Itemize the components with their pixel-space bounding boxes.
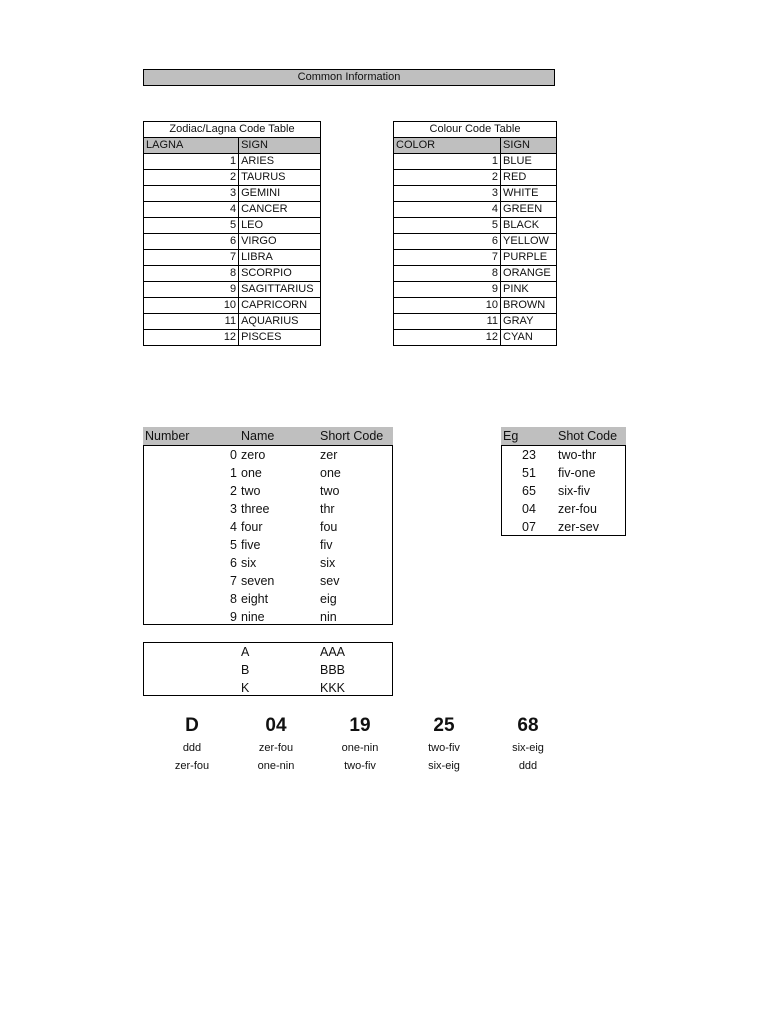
number-digit: 3 <box>230 502 237 516</box>
number-header-number: Number <box>143 427 239 445</box>
number-short-code: eig <box>320 592 337 606</box>
example-header-eg: Eg <box>501 427 556 445</box>
example-number: 65 <box>522 484 536 498</box>
code-sign: RED <box>501 170 557 186</box>
encoded-item <box>150 713 234 775</box>
encoded-value: D <box>185 715 199 736</box>
table-row <box>144 464 392 482</box>
table-row <box>394 170 557 186</box>
table-row <box>144 154 321 170</box>
code-sign: ARIES <box>239 154 321 170</box>
code-number: 11 <box>144 314 239 330</box>
encoded-line-1: six-eig <box>512 742 544 754</box>
code-number: 6 <box>394 234 501 250</box>
example-short-code: two-thr <box>558 448 597 462</box>
letter-name: A <box>241 645 250 659</box>
code-number: 6 <box>144 234 239 250</box>
table-row <box>502 446 625 464</box>
code-number: 4 <box>394 202 501 218</box>
example-header-shot-code: Shot Code <box>556 427 626 445</box>
table-row <box>144 500 392 518</box>
table-row <box>394 314 557 330</box>
example-table-header <box>501 427 626 445</box>
number-short-code: two <box>320 484 340 498</box>
encoded-item <box>486 713 570 775</box>
encoded-line-1: zer-fou <box>258 742 294 754</box>
table-row <box>144 330 321 346</box>
example-number: 23 <box>522 448 536 462</box>
number-name: three <box>241 502 270 516</box>
number-name: seven <box>241 574 275 588</box>
encoded-item <box>402 713 486 775</box>
number-name: one <box>241 466 262 480</box>
number-name: five <box>241 538 261 552</box>
table-row <box>502 518 625 536</box>
letter-short-code: BBB <box>320 663 346 677</box>
code-sign: GEMINI <box>239 186 321 202</box>
number-header-short-code: Short Code <box>318 427 393 445</box>
number-name: zero <box>241 448 266 462</box>
code-sign: AQUARIUS <box>239 314 321 330</box>
encoded-line-1: one-nin <box>341 742 379 754</box>
encoded-item <box>318 713 402 775</box>
table-row <box>394 186 557 202</box>
code-sign: PURPLE <box>501 250 557 266</box>
code-sign: TAURUS <box>239 170 321 186</box>
number-short-code: fou <box>320 520 338 534</box>
table-row <box>144 170 321 186</box>
code-number: 4 <box>144 202 239 218</box>
number-name: nine <box>241 610 265 624</box>
encoded-value: 04 <box>265 715 287 736</box>
example-number: 04 <box>522 502 536 516</box>
number-short-code: sev <box>320 574 340 588</box>
encoded-item <box>234 713 318 775</box>
table-row <box>144 572 392 590</box>
table-row <box>144 234 321 250</box>
number-name: six <box>241 556 257 570</box>
number-digit: 0 <box>230 448 237 462</box>
number-digit: 1 <box>230 466 237 480</box>
table-row <box>144 679 392 697</box>
encoded-value: 19 <box>349 715 371 736</box>
empty-cell <box>144 661 239 679</box>
encoded-line-2: one-nin <box>257 760 295 772</box>
code-sign: PISCES <box>239 330 321 346</box>
zodiac-header-sign: SIGN <box>239 138 321 154</box>
table-row <box>394 218 557 234</box>
encoded-line-1: two-fiv <box>428 742 460 754</box>
number-digit: 5 <box>230 538 237 552</box>
example-short-code: six-fiv <box>558 484 590 498</box>
empty-cell <box>144 643 239 661</box>
table-row <box>502 500 625 518</box>
code-number: 1 <box>144 154 239 170</box>
code-sign: BLUE <box>501 154 557 170</box>
number-header-name: Name <box>239 427 318 445</box>
code-number: 11 <box>394 314 501 330</box>
code-sign: WHITE <box>501 186 557 202</box>
number-digit: 7 <box>230 574 237 588</box>
number-short-code: zer <box>320 448 338 462</box>
code-number: 9 <box>144 282 239 298</box>
table-row <box>394 282 557 298</box>
letter-short-code: AAA <box>320 645 346 659</box>
letter-short-code: KKK <box>320 681 346 695</box>
number-name: eight <box>241 592 269 606</box>
code-number: 3 <box>394 186 501 202</box>
code-number: 8 <box>394 266 501 282</box>
table-row <box>144 186 321 202</box>
table-row <box>144 536 392 554</box>
table-row <box>502 464 625 482</box>
code-number: 9 <box>394 282 501 298</box>
code-number: 1 <box>394 154 501 170</box>
example-number: 51 <box>522 466 536 480</box>
example-short-code: zer-fou <box>558 502 597 516</box>
zodiac-code-table <box>143 121 321 346</box>
code-sign: ORANGE <box>501 266 557 282</box>
code-sign: CAPRICORN <box>239 298 321 314</box>
table-row <box>394 330 557 346</box>
code-sign: LEO <box>239 218 321 234</box>
example-short-code: fiv-one <box>558 466 596 480</box>
number-name: two <box>241 484 261 498</box>
code-sign: BLACK <box>501 218 557 234</box>
code-sign: SCORPIO <box>239 266 321 282</box>
colour-header-color: COLOR <box>394 138 501 154</box>
table-row <box>144 554 392 572</box>
code-number: 7 <box>394 250 501 266</box>
code-sign: GRAY <box>501 314 557 330</box>
number-short-code: fiv <box>320 538 333 552</box>
code-number: 8 <box>144 266 239 282</box>
table-row <box>144 282 321 298</box>
number-short-code: one <box>320 466 341 480</box>
code-number: 2 <box>144 170 239 186</box>
table-row <box>144 590 392 608</box>
zodiac-table-caption: Zodiac/Lagna Code Table <box>144 122 321 138</box>
code-number: 10 <box>394 298 501 314</box>
encoded-value: 68 <box>517 715 539 736</box>
table-row <box>144 298 321 314</box>
table-row <box>144 314 321 330</box>
number-table-header <box>143 427 393 445</box>
number-table-box <box>143 445 393 625</box>
encoded-line-2: two-fiv <box>344 760 376 772</box>
encoded-line-1: ddd <box>182 742 202 754</box>
code-number: 5 <box>144 218 239 234</box>
page-title: Common Information <box>143 69 555 86</box>
code-sign: CANCER <box>239 202 321 218</box>
colour-header-sign: SIGN <box>501 138 557 154</box>
code-sign: SAGITTARIUS <box>239 282 321 298</box>
example-number: 07 <box>522 520 536 534</box>
table-row <box>144 482 392 500</box>
table-row <box>144 643 392 661</box>
table-row <box>144 661 392 679</box>
table-row <box>144 608 392 626</box>
encoded-line-2: ddd <box>518 760 538 772</box>
encoded-line-2: six-eig <box>428 760 460 772</box>
number-digit: 8 <box>230 592 237 606</box>
table-row <box>144 218 321 234</box>
encoded-values-row <box>150 713 570 775</box>
code-sign: GREEN <box>501 202 557 218</box>
table-row <box>144 250 321 266</box>
code-sign: BROWN <box>501 298 557 314</box>
code-number: 12 <box>144 330 239 346</box>
table-row <box>394 250 557 266</box>
letter-name: B <box>241 663 250 677</box>
table-row <box>394 298 557 314</box>
number-digit: 6 <box>230 556 237 570</box>
code-number: 10 <box>144 298 239 314</box>
code-sign: VIRGO <box>239 234 321 250</box>
table-row <box>502 482 625 500</box>
empty-cell <box>144 679 239 697</box>
encoded-line-2: zer-fou <box>174 760 210 772</box>
number-name: four <box>241 520 263 534</box>
example-short-code: zer-sev <box>558 520 599 534</box>
example-table-box <box>501 445 626 536</box>
zodiac-header-lagna: LAGNA <box>144 138 239 154</box>
table-row <box>394 266 557 282</box>
table-row <box>144 202 321 218</box>
number-digit: 4 <box>230 520 237 534</box>
table-row <box>394 202 557 218</box>
colour-table-caption: Colour Code Table <box>394 122 557 138</box>
number-short-code: nin <box>320 610 337 624</box>
number-short-code: six <box>320 556 336 570</box>
letter-name: K <box>241 681 250 695</box>
code-number: 12 <box>394 330 501 346</box>
letter-table-box <box>143 642 393 696</box>
table-row <box>394 234 557 250</box>
code-sign: LIBRA <box>239 250 321 266</box>
colour-code-table <box>393 121 557 346</box>
code-sign: YELLOW <box>501 234 557 250</box>
table-row <box>394 154 557 170</box>
code-number: 7 <box>144 250 239 266</box>
code-number: 3 <box>144 186 239 202</box>
table-row <box>144 518 392 536</box>
number-digit: 9 <box>230 610 237 624</box>
code-sign: CYAN <box>501 330 557 346</box>
number-short-code: thr <box>320 502 335 516</box>
encoded-value: 25 <box>433 715 455 736</box>
table-row <box>144 446 392 464</box>
table-row <box>144 266 321 282</box>
code-sign: PINK <box>501 282 557 298</box>
code-number: 5 <box>394 218 501 234</box>
number-digit: 2 <box>230 484 237 498</box>
code-number: 2 <box>394 170 501 186</box>
